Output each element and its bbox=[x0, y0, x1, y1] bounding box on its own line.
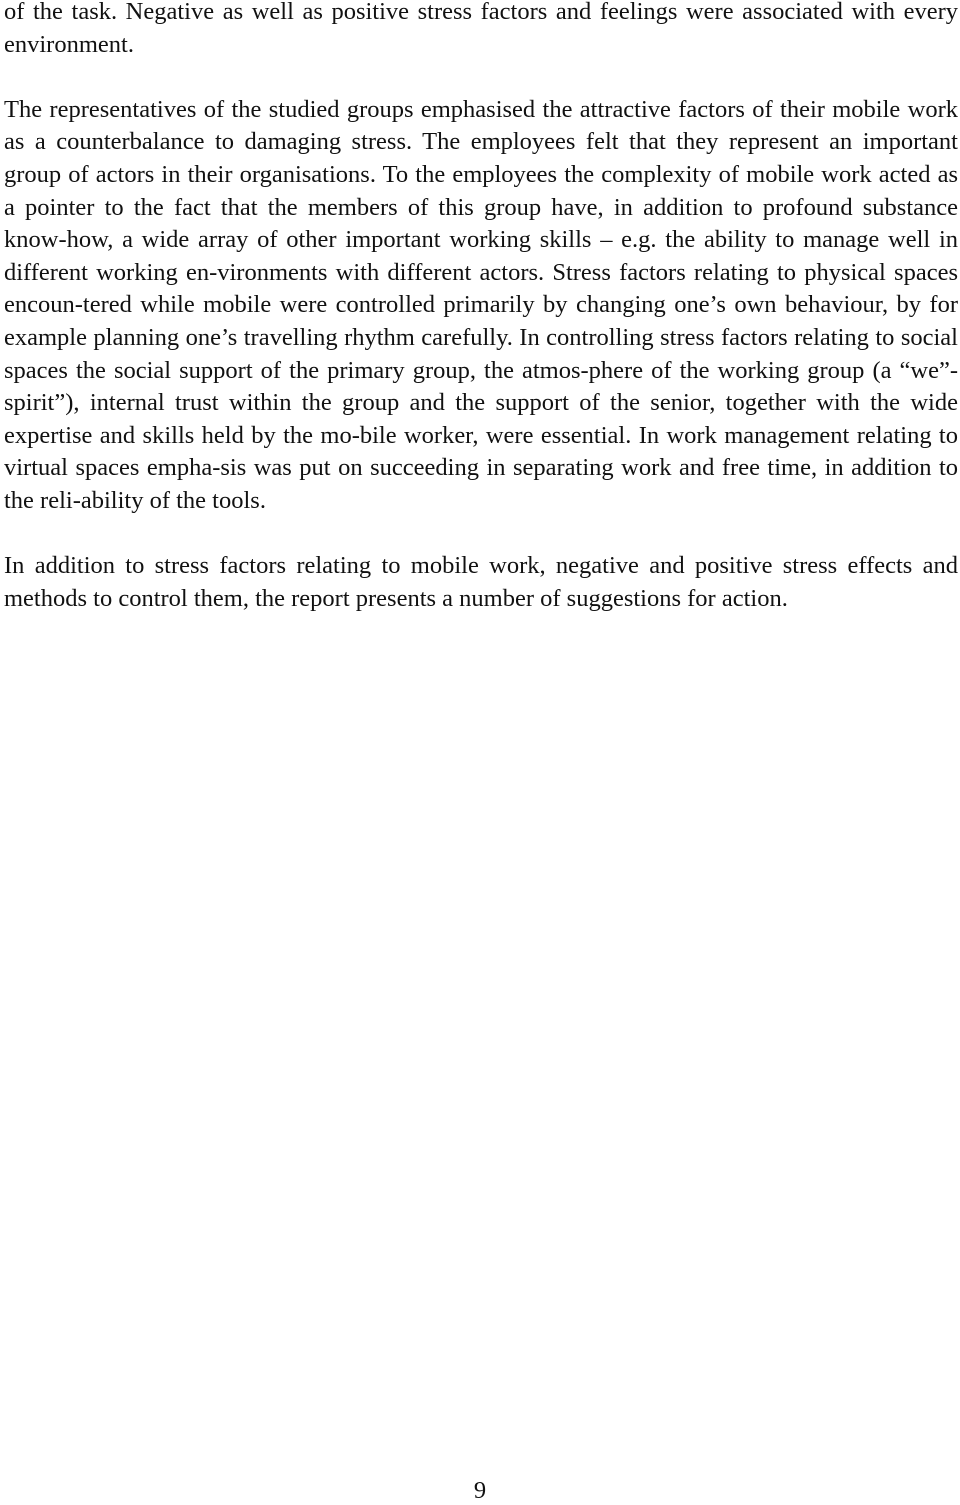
paragraph-attractive-factors: The representatives of the studied groups emphasised the attractive factors of their mobile work as a counterbalance to damaging stress. The employees felt that they represent an important group of actors in their organisations. To the employees the complexity of mobile work acted as a pointer to the fact that the members of this group have, in addition to profound substance know-how, a wide array of other important working skills – e.g. the ability to manage well in different working en-vironments with different actors. Stress factors relating to physical spaces encoun-tered while mobile were controlled primarily by changing one’s own behaviour, by for example planning one’s travelling rhythm carefully. In controlling stress factors relating to social spaces the social support of the primary group, the atmos-phere of the working group (a “we”-spirit”), internal trust within the group and the support of the senior, together with the wide expertise and skills held by the mo-bile worker, were essential. In work management relating to virtual spaces empha-sis was put on succeeding in separating work and free time, in addition to the reli-ability of the tools. bbox=[4, 95, 958, 514]
paragraph-continuation: of the task. Negative as well as positive stress factors and feelings were associated with every environment. bbox=[4, 0, 958, 58]
paragraph-report-suggestions: In addition to stress factors relating to mobile work, negative and positive stress effects and methods to control them, the report presents a number of suggestions for action. bbox=[4, 552, 958, 612]
page-number: 9 bbox=[473, 1477, 487, 1504]
body-text bbox=[4, 0, 958, 648]
